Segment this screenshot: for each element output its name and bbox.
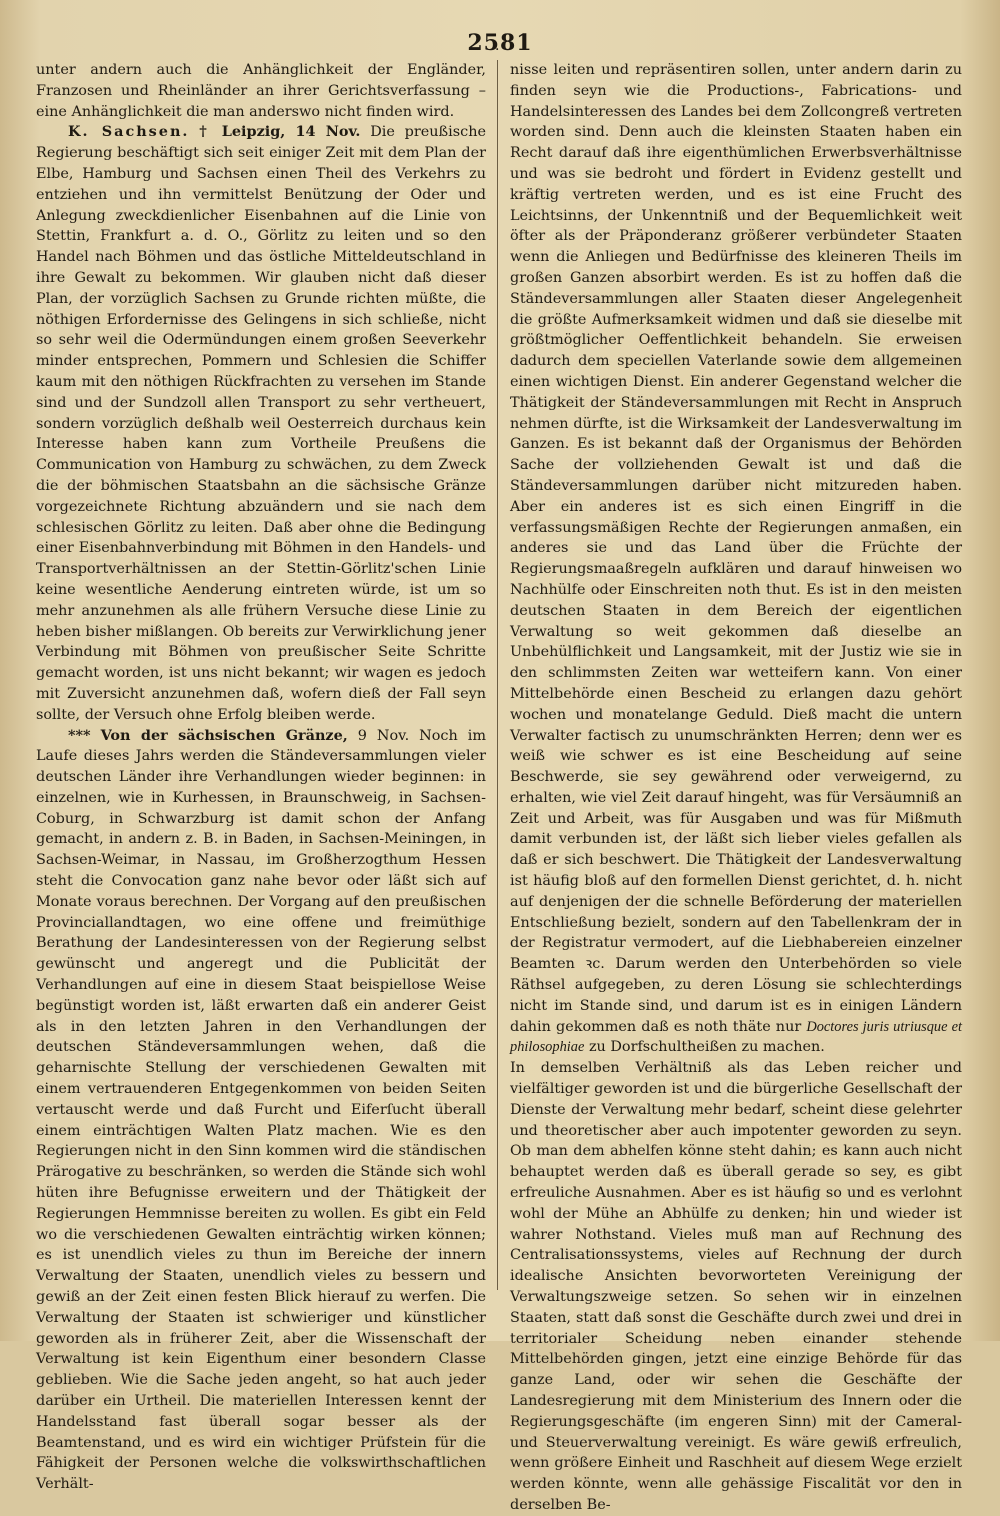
column-divider bbox=[497, 60, 498, 1290]
right-column bbox=[510, 60, 962, 1516]
article-saxon-border bbox=[36, 726, 486, 1495]
paragraph: In demselben Verhältniß als das Leben reicher und vielfältiger geworden ist und die bürgerliche Gesellschaft der Dienste der Verwaltung mehr bedarf, scheint diese gelehrter und theoretischer aber auch impotenter geworden zu seyn. Ob man dem abhelfen könne steht dahin; es kann auch nicht behauptet werden daß es überall gerade so sey, es gibt erfreuliche Ausnahmen. Aber es ist häufig so und es verlohnt wohl der Mühe an Abhülfe zu denken; hin und wieder ist wahrer Nothstand. Vieles muß man auf Rechnung des Centralisationssystems, vieles auf Rechnung der durch idealische Ansichten bevorworteten Vereinigung der Verwaltungszweige setzen. So sehen wir in einzelnen Staaten, statt daß sonst die Geschäfte durch zwei und drei in territorialer Scheidung neben einander stehende Mittelbehörden gingen, jetzt eine einzige Behörde für das ganze Land, oder wir sehen die Geschäfte der Landesregierung mit dem Ministerium des Innern oder die Regierungsgeschäfte (im engeren Sinn) mit der Cameral- und Steuerverwaltung vereinigt. Es wäre gewiß erfreulich, wenn größere Einheit und Raschheit auf diesem Wege erzielt werden könnte, wenn alle gehässige Fiscalität vor den in derselben Be- bbox=[510, 1060, 962, 1513]
article-text: nisse leiten und repräsentiren sollen, unter andern darin zu finden seyn wie die Productions-, Fabrications- und Handelsinteressen des Landes bei dem Zollcongreß vertreten worden sind. Denn auch die kleinsten Staaten haben ein Recht darauf daß ihre eigenthümlichen Erwerbsverhältnisse und was sie bedroht und fördert in Evidenz gestellt und kräftig vertreten werden, und es ist eine Frucht des Leichtsinns, der Unkenntniß und der Bequemlichkeit weit öfter als der Präponderanz größerer verbündeter Staaten wenn die Anliegen und Bedürfnisse des kleineren Theils im großen Ganzen absorbirt werden. Es ist zu hoffen daß die Ständeversammlungen aller Staaten dieser Angelegenheit die größte Aufmerksamkeit widmen und daß sie dieselbe mit größtmöglicher Oeffentlichkeit behandeln. Sie erweisen dadurch dem speciellen Vaterlande sowie dem allgemeinen einen wichtigen Dienst. Ein anderer Gegenstand welcher die Thätigkeit der Ständeversammlungen mit Recht in Anspruch nehmen dürfte, ist die Wirksamkeit der Landesverwaltung im Ganzen. Es ist bekannt daß der Organismus der Behörden Sache der vollziehenden Gewalt ist und daß die Ständeversammlungen darüber nicht mitzureden haben. Aber ein anderes ist es sich einen Eingriff in die verfassungsmäßigen Rechte der Regierungen anmaßen, ein anderes sie und das Land über die Früchte der Regierungsmaaßregeln aufklären und darauf hinweisen wo Nachhülfe oder Einschreiten noth thut. Es ist in den meisten deutschen Staaten in dem Bereich der eigentlichen Verwaltung so weit gekommen daß dieselbe an Unbehülflichkeit und Langsamkeit, mit der Justiz wie sie in den schlimmsten Zeiten war wetteifern kann. Von einer Mittelbehörde einen Bescheid zu erlangen dazu gehört wochen und monatelange Geduld. Dieß macht die untern Verwalter factisch zu unumschränkten Herren; denn wer es weiß wie schwer es ist eine Bescheidung auf seine Beschwerde, sie sey gewährend oder verweigernd, zu erhalten, wie viel Zeit darauf hingeht, was für Versäumniß an Zeit und Arbeit, was für Ausgaben und was für Mißmuth damit verbunden ist, der läßt sich lieber vieles gefallen als daß er sich beschwert. Die Thätigkeit der Landesverwaltung ist häufig bloß auf den formellen Dienst gerichtet, d. h. nicht auf denjenigen der die schnelle Beförderung der materiellen Entschließung bezielt, sondern auf den Tabellenkram der in der Registratur vermodert, auf die Liebhabereien einzelner Beamten ꝛc. Darum werden den Unterbehörden so viele Räthsel aufgegeben, zu deren Lösung sie schlechterdings nicht im Stande sind, und darum ist es in einigen Ländern dahin gekommen daß es noth thäte nur bbox=[510, 62, 962, 1035]
dateline-date: 9 Nov. bbox=[357, 727, 410, 744]
page-number: 2581 bbox=[467, 30, 533, 56]
dateline: Von der sächsischen Gränze, bbox=[100, 726, 348, 744]
region-heading: K. Sachsen. bbox=[68, 123, 190, 141]
article-text: Die preußische Regierung beschäftigt sich seit einiger Zeit mit dem Plan der Elbe, Hamburg und Sachsen einen Theil des Verkehrs zu entziehen und ihn vermittelst Benützung der Oder und Anlegung zweckdienlicher Eisenbahnen auf die Linie von Stettin, Frankfurt a. d. O., Görlitz zu leiten und so den Handel nach Böhmen und das östliche Mitteldeutschland in ihre Gewalt zu bekommen. Wir glauben nicht daß dieser Plan, der vorzüglich Sachsen zu Grunde richten müßte, die nöthigen Erfordernisse des Gelingens in sich schließe, nicht so sehr weil die Odermündungen einem großen Seeverkehr minder entsprechen, Pommern und Schlesien die Schiffer kaum mit den nöthigen Rückfrachten zu versehen im Stande sind und der Sundzoll allen Transport zu sehr vertheuert, sondern vorzüglich deßhalb weil Oesterreich durchaus kein Interesse haben kann zum Vortheile Preußens die Communication von Hamburg zu schwächen, zu dem Zweck die der böhmischen Staatsbahn an die sächsische Gränze vorgezeichnete Richtung abzuändern und sie nach dem schlesischen Görlitz zu leiten. Daß aber ohne die Bedingung einer Eisenbahnverbindung mit Böhmen in den Handels- und Transportverhältnissen an der Stettin-Görlitz'schen Linie keine wesentliche Aenderung eintreten würde, ist um so mehr anzunehmen als alle frühern Versuche diese Linie zu heben bisher mißlangen. Ob bereits zur Verwirklichung jener Verbindung mit Böhmen von preußischer Seite Schritte gemacht worden, ist uns nicht bekannt; wir wagen es jedoch mit Zuversicht anzunehmen daß, wofern dieß der Fall seyn sollte, der Versuch ohne Erfolg bleiben werde. bbox=[36, 124, 486, 723]
asterisk-marker: *** bbox=[68, 726, 91, 744]
article-text: Noch im Laufe dieses Jahrs werden die Ständeversammlungen vieler deutschen Länder ihre Verhandlungen wieder beginnen: in einzelnen, wie in Kurhessen, in Braunschweig, in Sachsen-Coburg, in Schwarzburg ist damit schon der Anfang gemacht, in andern z. B. in Baden, in Sachsen-Meiningen, in Sachsen-Weimar, in Nassau, im Großherzogthum Hessen steht die Convocation ganz nahe bevor oder läßt sich auf Monate voraus berechnen. Der Vorgang auf den preußischen Provinciallandtagen, wo eine offene und freimüthige Berathung der Landesinteressen von der Regierung selbst gewünscht und angeregt und die Publicität der Verhandlungen auf eine in diesem Staat beispiellose Weise begünstigt worden ist, läßt erwarten daß ein anderer Geist als in den letzten Jahren in den Verhandlungen der deutschen Ständeversammlungen wehen, daß die geharnischte Stellung der verschiedenen Gewalten mit einem vertrauenderen Entgegenkommen von beiden Seiten vertauscht werde und daß Furcht und Eiferſucht überall einem einträchtigen Walten Platz machen. Wie es den Regierungen nicht in den Sinn kommen wird die ständischen Prärogative zu beschränken, so werden die Stände sich wohl hüten ihre Befugnisse erweitern und der Thätigkeit der Regierungen Hemmnisse bereiten zu wollen. Es gibt ein Feld wo die verschiedenen Gewalten einträchtig wirken können; es ist unendlich vieles zu thun im Bereiche der innern Verwaltung der Staaten, unendlich vieles zu bessern und gewiß an der Zeit einen festen Blick hierauf zu werfen. Die Verwaltung der Staaten ist schwieriger und künstlicher geworden als in früherer Zeit, aber die Wissenschaft der Verwaltung ist kein Eigenthum einer besondern Classe geblieben. Wie die Sache jeden angeht, so hat auch jeder darüber ein Urtheil. Die materiellen Interessen kennt der Handelsstand fast überall sogar besser als der Beamtenstand, und es wird ein wichtiger Prüfstein für die Fähigkeit der Personen welche die volkswirthschaftlichen Verhält- bbox=[36, 727, 486, 1493]
left-column bbox=[36, 60, 486, 1495]
article-text-end: zu Dorfschultheißen zu machen. bbox=[588, 1039, 825, 1056]
dateline: Leipzig, 14 Nov. bbox=[221, 123, 361, 141]
paragraph-continuation: unter andern auch die Anhänglichkeit der Engländer, Franzosen und Rheinländer an ihrer Gerichtsverfassung – eine Anhänglichkeit die man anderswo nicht finden wird. bbox=[36, 62, 486, 120]
article-leipzig bbox=[36, 122, 486, 725]
dagger-mark: † bbox=[199, 123, 212, 141]
paragraph-continuation bbox=[510, 60, 962, 1058]
latin-phrase: Doctores juris utriusque et philosophiae bbox=[510, 1018, 963, 1056]
